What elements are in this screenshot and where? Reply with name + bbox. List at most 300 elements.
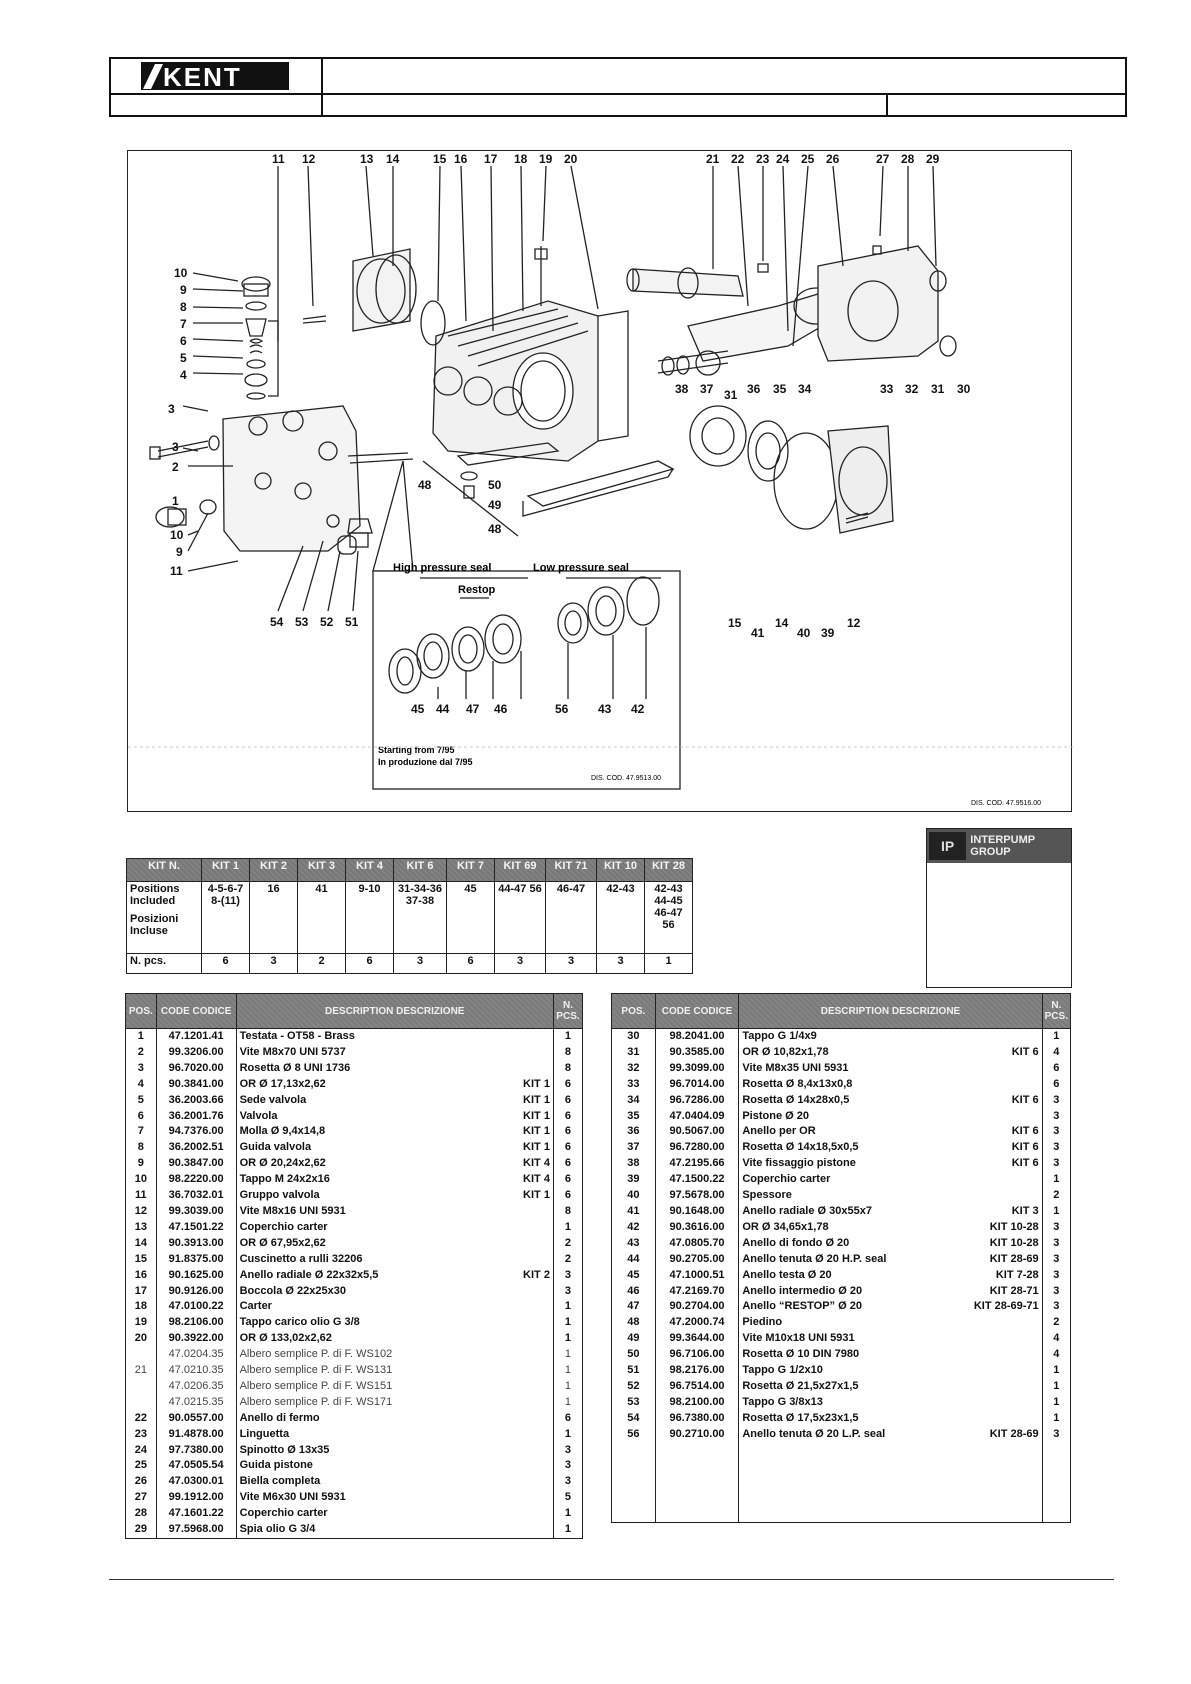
- callout-28: 28: [901, 152, 915, 166]
- pos-cell: 26: [126, 1474, 157, 1490]
- empty-cell: [612, 1506, 656, 1522]
- code-cell: 96.7020.00: [156, 1061, 236, 1077]
- kit-npcs-cell: 6: [202, 954, 250, 974]
- description-cell: [236, 1029, 553, 1045]
- qty-cell: 6: [553, 1156, 582, 1172]
- description-text: Rosetta Ø 10 DIN 7980: [742, 1348, 860, 1361]
- description-cell: [236, 1188, 553, 1204]
- parts-table-left: [125, 993, 583, 1539]
- qty-cell: 3: [1042, 1109, 1070, 1125]
- description-cell: [739, 1252, 1042, 1268]
- high-pressure-seal-label: High pressure seal: [393, 562, 492, 574]
- table-row: [126, 1124, 583, 1140]
- description-cell: [739, 1411, 1042, 1427]
- callout-56: 56: [555, 702, 569, 716]
- table-row: [126, 1347, 583, 1363]
- pos-cell: 27: [126, 1490, 157, 1506]
- footer-rule: [109, 1579, 1114, 1580]
- kit-npcs-row: [127, 954, 693, 974]
- qty-cell: 5: [553, 1490, 582, 1506]
- code-cell: 47.1000.51: [655, 1268, 739, 1284]
- callout-29: 29: [926, 152, 940, 166]
- table-row: [126, 1506, 583, 1522]
- description-text: OR Ø 34,65x1,78: [742, 1220, 829, 1233]
- kit-ref: KIT 4: [523, 1173, 550, 1186]
- empty-cell: [1042, 1490, 1070, 1506]
- callout-54: 54: [270, 615, 284, 629]
- code-cell: 47.2195.66: [655, 1156, 739, 1172]
- description-text: Rosetta Ø 8 UNI 1736: [239, 1061, 351, 1074]
- qty-cell: 1: [1042, 1411, 1070, 1427]
- description-cell: [236, 1093, 553, 1109]
- description-text: Guida pistone: [239, 1459, 313, 1472]
- description-cell: [236, 1443, 553, 1459]
- table-row: [612, 1156, 1071, 1172]
- code-cell: 99.1912.00: [156, 1490, 236, 1506]
- description-text: Tappo M 24x2x16: [239, 1173, 330, 1186]
- callout-26: 26: [826, 152, 840, 166]
- kit-npcs-cell: 6: [447, 954, 495, 974]
- table-row: [612, 1204, 1071, 1220]
- description-text: Tappo G 3/8x13: [742, 1395, 823, 1408]
- empty-cell: [1042, 1506, 1070, 1522]
- table-row: [612, 1363, 1071, 1379]
- description-cell: [236, 1284, 553, 1300]
- description-cell: [236, 1458, 553, 1474]
- description-header: DESCRIPTION DESCRIZIONE: [739, 994, 1042, 1029]
- pos-cell: 54: [612, 1411, 656, 1427]
- description-text: Linguetta: [239, 1427, 290, 1440]
- code-cell: 90.2705.00: [655, 1252, 739, 1268]
- pos-cell: 37: [612, 1140, 656, 1156]
- description-text: Spia olio G 3/4: [239, 1523, 316, 1536]
- table-row: [126, 1363, 583, 1379]
- callout-49: 49: [488, 498, 502, 512]
- code-cell: 96.7280.00: [655, 1140, 739, 1156]
- code-cell: 36.2003.66: [156, 1093, 236, 1109]
- low-pressure-seal-label: Low pressure seal: [533, 562, 629, 574]
- kit-ref: KIT 28-69: [989, 1252, 1039, 1265]
- empty-row: [612, 1474, 1071, 1490]
- callout-3: 3: [168, 402, 175, 416]
- pos-cell: 32: [612, 1061, 656, 1077]
- qty-cell: 1: [553, 1299, 582, 1315]
- empty-cell: [739, 1458, 1042, 1474]
- qty-cell: 6: [553, 1188, 582, 1204]
- table-row: [612, 1395, 1071, 1411]
- description-cell: [236, 1490, 553, 1506]
- description-text: Anello tenuta Ø 20 H.P. seal: [742, 1252, 887, 1265]
- pos-cell: 16: [126, 1268, 157, 1284]
- qty-cell: 3: [1042, 1427, 1070, 1443]
- kit-ref: KIT 1: [523, 1189, 550, 1202]
- description-text: Cuscinetto a rulli 32206: [239, 1252, 363, 1265]
- inset-dis-cod: DIS. COD. 47.9513.00: [591, 775, 662, 782]
- kit-col-header: KIT 7: [447, 859, 495, 882]
- callout-23: 23: [756, 152, 770, 166]
- table-row: [126, 1284, 583, 1300]
- description-cell: [236, 1395, 553, 1411]
- description-text: Anello intermedio Ø 20: [742, 1284, 863, 1297]
- kit-ref: KIT 28-69-71: [973, 1300, 1039, 1313]
- pos-cell: 33: [612, 1077, 656, 1093]
- qty-cell: 1: [553, 1315, 582, 1331]
- kit-ref: KIT 28-69: [989, 1427, 1039, 1440]
- description-cell: [739, 1140, 1042, 1156]
- empty-cell: [655, 1474, 739, 1490]
- pos-cell: 14: [126, 1236, 157, 1252]
- qty-cell: 3: [1042, 1236, 1070, 1252]
- qty-cell: 3: [1042, 1299, 1070, 1315]
- description-text: Vite M8x16 UNI 5931: [239, 1204, 346, 1217]
- empty-cell: [739, 1443, 1042, 1459]
- pos-cell: 25: [126, 1458, 157, 1474]
- code-cell: 47.2000.74: [655, 1315, 739, 1331]
- callout-36: 36: [747, 382, 761, 396]
- kit-ref: KIT 6: [1011, 1045, 1039, 1058]
- kit-ref: KIT 6: [1011, 1157, 1039, 1170]
- description-cell: [739, 1188, 1042, 1204]
- pos-cell: 28: [126, 1506, 157, 1522]
- callout-7: 7: [180, 317, 187, 331]
- restop-label: Restop: [458, 584, 496, 596]
- table-row: [126, 1045, 583, 1061]
- qty-cell: 1: [553, 1395, 582, 1411]
- callout-30: 30: [957, 382, 971, 396]
- callout-8: 8: [180, 300, 187, 314]
- code-header: CODE CODICE: [655, 994, 739, 1029]
- description-cell: [739, 1029, 1042, 1045]
- pos-cell: 11: [126, 1188, 157, 1204]
- kit-npcs-cell: 3: [597, 954, 645, 974]
- pos-cell: 8: [126, 1140, 157, 1156]
- description-cell: [236, 1045, 553, 1061]
- code-cell: 91.4878.00: [156, 1427, 236, 1443]
- description-text: Biella completa: [239, 1475, 321, 1488]
- table-row: [126, 1077, 583, 1093]
- qty-cell: 1: [1042, 1029, 1070, 1045]
- table-row: [126, 1140, 583, 1156]
- pos-cell: [126, 1395, 157, 1411]
- description-text: Anello di fondo Ø 20: [742, 1236, 850, 1249]
- table-row: [126, 1411, 583, 1427]
- table-row: [612, 1236, 1071, 1252]
- description-cell: [236, 1252, 553, 1268]
- callout-48b: 48: [488, 522, 502, 536]
- empty-cell: [739, 1506, 1042, 1522]
- code-cell: 90.3616.00: [655, 1220, 739, 1236]
- kit-ref: KIT 6: [1011, 1093, 1039, 1106]
- description-text: Anello tenuta Ø 20 L.P. seal: [742, 1427, 886, 1440]
- description-text: Albero semplice P. di F. WS131: [239, 1364, 393, 1377]
- title-block-divider: [321, 59, 323, 115]
- description-cell: [236, 1172, 553, 1188]
- code-cell: 96.7286.00: [655, 1093, 739, 1109]
- callout-13: 13: [360, 152, 374, 166]
- kit-col-header: KIT 71: [546, 859, 597, 882]
- table-row: [612, 1427, 1071, 1443]
- empty-cell: [739, 1490, 1042, 1506]
- pos-cell: 34: [612, 1093, 656, 1109]
- code-cell: 99.3039.00: [156, 1204, 236, 1220]
- pos-cell: 48: [612, 1315, 656, 1331]
- code-cell: 99.3644.00: [655, 1331, 739, 1347]
- description-text: Spessore: [742, 1189, 792, 1202]
- kit-header-row: [127, 859, 693, 882]
- description-text: Spinotto Ø 13x35: [239, 1443, 330, 1456]
- qty-cell: 8: [553, 1204, 582, 1220]
- pos-cell: 3: [126, 1061, 157, 1077]
- table-row: [126, 1172, 583, 1188]
- kit-ref: KIT 3: [1011, 1204, 1039, 1217]
- callout-51: 51: [345, 615, 359, 629]
- diagram-dis-cod: DIS. COD. 47.9516.00: [971, 800, 1042, 807]
- description-cell: [236, 1299, 553, 1315]
- kit-ref: KIT 10-28: [989, 1236, 1039, 1249]
- qty-cell: 3: [1042, 1268, 1070, 1284]
- kit-positions-cell: 16: [250, 882, 298, 954]
- kit-positions-cell: 9-10: [346, 882, 394, 954]
- description-cell: [739, 1220, 1042, 1236]
- qty-cell: 3: [553, 1458, 582, 1474]
- table-row: [126, 1331, 583, 1347]
- table-row: [126, 1299, 583, 1315]
- callout-6: 6: [180, 334, 187, 348]
- empty-cell: [655, 1490, 739, 1506]
- callout-22: 22: [731, 152, 745, 166]
- qty-cell: 3: [1042, 1284, 1070, 1300]
- title-block-divider: [886, 93, 888, 117]
- kit-ref: KIT 1: [523, 1125, 550, 1138]
- title-block-divider: [111, 93, 1125, 95]
- table-row: [612, 1077, 1071, 1093]
- description-text: Vite M10x18 UNI 5931: [742, 1332, 855, 1345]
- code-cell: 47.0505.54: [156, 1458, 236, 1474]
- pos-cell: 4: [126, 1077, 157, 1093]
- kent-logo: [141, 62, 289, 90]
- callout-20: 20: [564, 152, 578, 166]
- callout-38: 38: [675, 382, 689, 396]
- qty-cell: 1: [553, 1522, 582, 1538]
- code-cell: 98.2041.00: [655, 1029, 739, 1045]
- pos-cell: 44: [612, 1252, 656, 1268]
- pos-cell: 42: [612, 1220, 656, 1236]
- kit-col-header: KIT 6: [394, 859, 447, 882]
- kit-ref: KIT 4: [523, 1157, 550, 1170]
- inset-note-en: Starting from 7/95: [378, 745, 455, 755]
- qty-cell: 3: [1042, 1220, 1070, 1236]
- code-cell: 98.2220.00: [156, 1172, 236, 1188]
- callout-53: 53: [295, 615, 309, 629]
- code-cell: 36.7032.01: [156, 1188, 236, 1204]
- qty-cell: 4: [1042, 1045, 1070, 1061]
- table-row: [612, 1252, 1071, 1268]
- parts-header-row: [126, 994, 583, 1029]
- table-row: [126, 1490, 583, 1506]
- callout-44: 44: [436, 702, 450, 716]
- qty-cell: 1: [553, 1427, 582, 1443]
- kit-npcs-cell: 3: [250, 954, 298, 974]
- empty-cell: [1042, 1458, 1070, 1474]
- kit-col-header: KIT 1: [202, 859, 250, 882]
- qty-cell: 8: [553, 1045, 582, 1061]
- kit-npcs-cell: 1: [645, 954, 693, 974]
- qty-cell: 6: [1042, 1077, 1070, 1093]
- callout-24: 24: [776, 152, 790, 166]
- description-cell: [739, 1109, 1042, 1125]
- description-text: Anello di fermo: [239, 1411, 320, 1424]
- description-text: Rosetta Ø 8,4x13x0,8: [742, 1077, 853, 1090]
- pos-cell: [126, 1347, 157, 1363]
- description-text: Anello radiale Ø 30x55x7: [742, 1204, 872, 1217]
- callout-39: 39: [821, 626, 835, 640]
- exploded-view-diagram: [127, 150, 1072, 812]
- kit-ref: KIT 10-28: [989, 1220, 1039, 1233]
- table-row: [612, 1220, 1071, 1236]
- table-row: [126, 1268, 583, 1284]
- empty-row: [612, 1443, 1071, 1459]
- table-row: [126, 1109, 583, 1125]
- code-cell: 47.0210.35: [156, 1363, 236, 1379]
- parts-table-right: [611, 993, 1071, 1523]
- pos-cell: [126, 1379, 157, 1395]
- pos-cell: 13: [126, 1220, 157, 1236]
- pos-cell: 40: [612, 1188, 656, 1204]
- table-row: [612, 1109, 1071, 1125]
- code-cell: 47.1201.41: [156, 1029, 236, 1045]
- callout-11b: 11: [170, 564, 183, 578]
- kit-positions-cell: 42-43: [597, 882, 645, 954]
- callout-52: 52: [320, 615, 334, 629]
- code-cell: 47.1601.22: [156, 1506, 236, 1522]
- description-cell: [236, 1474, 553, 1490]
- description-cell: [236, 1268, 553, 1284]
- code-cell: 94.7376.00: [156, 1124, 236, 1140]
- pos-cell: 10: [126, 1172, 157, 1188]
- code-cell: 90.9126.00: [156, 1284, 236, 1300]
- description-text: Vite M8x35 UNI 5931: [742, 1061, 849, 1074]
- pos-cell: 21: [126, 1363, 157, 1379]
- empty-cell: [612, 1458, 656, 1474]
- pos-cell: 51: [612, 1363, 656, 1379]
- description-cell: [236, 1220, 553, 1236]
- empty-cell: [739, 1474, 1042, 1490]
- empty-row: [612, 1506, 1071, 1522]
- code-cell: 90.2710.00: [655, 1427, 739, 1443]
- table-row: [126, 1061, 583, 1077]
- description-cell: [739, 1172, 1042, 1188]
- description-cell: [739, 1331, 1042, 1347]
- qty-cell: 2: [553, 1252, 582, 1268]
- pos-cell: 20: [126, 1331, 157, 1347]
- code-cell: 97.7380.00: [156, 1443, 236, 1459]
- callout-45: 45: [411, 702, 425, 716]
- description-text: Boccola Ø 22x25x30: [239, 1284, 346, 1297]
- qty-cell: 1: [1042, 1172, 1070, 1188]
- code-cell: 36.2002.51: [156, 1140, 236, 1156]
- code-cell: 90.1625.00: [156, 1268, 236, 1284]
- description-cell: [236, 1204, 553, 1220]
- callout-48: 48: [418, 478, 432, 492]
- parts-table-right-body: [612, 1029, 1071, 1523]
- pos-cell: 30: [612, 1029, 656, 1045]
- description-text: Anello “RESTOP” Ø 20: [742, 1300, 862, 1313]
- table-row: [126, 1029, 583, 1045]
- kit-positions-row: [127, 882, 693, 954]
- description-cell: [739, 1299, 1042, 1315]
- table-row: [612, 1347, 1071, 1363]
- kit-positions-cell: 45: [447, 882, 495, 954]
- kit-positions-cell: 4-5-6-7 8-(11): [202, 882, 250, 954]
- qty-cell: 1: [553, 1029, 582, 1045]
- description-text: Valvola: [239, 1109, 278, 1122]
- table-row: [126, 1093, 583, 1109]
- description-text: Vite fissaggio pistone: [742, 1157, 856, 1170]
- table-row: [612, 1299, 1071, 1315]
- empty-cell: [612, 1490, 656, 1506]
- table-row: [612, 1172, 1071, 1188]
- interpump-group-box: [926, 828, 1072, 988]
- description-cell: [236, 1156, 553, 1172]
- pos-cell: 41: [612, 1204, 656, 1220]
- description-text: Sede valvola: [239, 1093, 307, 1106]
- callout-10b: 10: [170, 528, 184, 542]
- kit-ref: KIT 1: [523, 1109, 550, 1122]
- callout-33: 33: [880, 382, 894, 396]
- kit-positions-cell: 41: [298, 882, 346, 954]
- description-cell: [739, 1395, 1042, 1411]
- pos-cell: 49: [612, 1331, 656, 1347]
- callout-9: 9: [180, 283, 187, 297]
- callout-47: 47: [466, 702, 480, 716]
- pos-cell: 38: [612, 1156, 656, 1172]
- code-header: CODE CODICE: [156, 994, 236, 1029]
- callout-11: 11: [272, 152, 285, 166]
- qty-cell: 1: [553, 1363, 582, 1379]
- code-cell: 96.7106.00: [655, 1347, 739, 1363]
- table-row: [126, 1188, 583, 1204]
- table-row: [612, 1411, 1071, 1427]
- kit-npcs-cell: 2: [298, 954, 346, 974]
- description-cell: [236, 1315, 553, 1331]
- kit-ref: KIT 7-28: [995, 1268, 1039, 1281]
- callout-21: 21: [706, 152, 720, 166]
- empty-cell: [655, 1458, 739, 1474]
- pos-header: POS.: [126, 994, 157, 1029]
- pos-cell: 50: [612, 1347, 656, 1363]
- callout-2: 2: [172, 460, 179, 474]
- table-row: [126, 1474, 583, 1490]
- description-cell: [739, 1236, 1042, 1252]
- positions-label-en: Positions Included: [130, 883, 180, 907]
- qty-cell: 3: [553, 1443, 582, 1459]
- interpump-text: INTERPUMP GROUP: [970, 834, 1035, 858]
- callout-40: 40: [797, 626, 811, 640]
- code-cell: 90.3585.00: [655, 1045, 739, 1061]
- pos-cell: 45: [612, 1268, 656, 1284]
- qty-cell: 6: [553, 1093, 582, 1109]
- empty-cell: [1042, 1443, 1070, 1459]
- empty-cell: [1042, 1474, 1070, 1490]
- code-cell: 90.0557.00: [156, 1411, 236, 1427]
- callout-42: 42: [631, 702, 645, 716]
- kit-ref: KIT 1: [523, 1141, 550, 1154]
- kit-col-header: KIT 4: [346, 859, 394, 882]
- callout-12b: 12: [847, 616, 861, 630]
- callout-17: 17: [484, 152, 498, 166]
- table-row: [126, 1252, 583, 1268]
- qty-cell: 4: [1042, 1347, 1070, 1363]
